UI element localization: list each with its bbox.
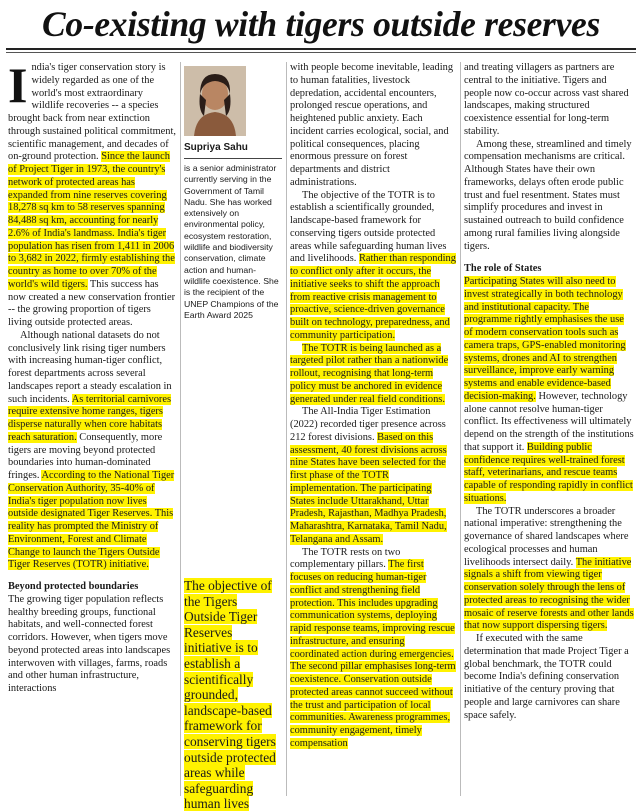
highlighted-text: According to the National Tiger Conservation Authority, 35-40% of India's tiger population now lives outside designated Tiger Reserves. This reality has prompted the Ministry of Environment, Forest and Climate Change to launch the Tigers Outside Tiger Reserves (TOTR) initiative. xyxy=(8,470,175,571)
author-name: Supriya Sahu xyxy=(184,142,282,159)
highlighted-text: As territorial carnivores require extensive home ranges, tigers disperse naturally when core habitats reach saturation. xyxy=(8,393,172,443)
column-divider xyxy=(286,62,287,796)
paragraph: The TOTR rests on two complementary pillars. The first focuses on reducing human-tiger conflict and strengthening field protection. This includes upgrading communication systems, deploying rapid response teams, improving rescue infrastructure, and ensuring coordinated action during emergencies. The second pillar emphasises long-term coexistence. Conservation outside protected areas cannot succeed without the trust and participation of local communities. Awareness programmes, community engagement, timely compensation xyxy=(290,546,456,749)
paragraph: If executed with the same determination that made Project Tiger a global benchmark, the TOTR could become India's defining conservation initiative of the century proving that people and large carnivores can share space safely. xyxy=(464,633,629,721)
paragraph: with people become inevitable, leading to human fatalities, livestock depredation, accidental encounters, prolonged rescue operations, and heightened public anxiety. Each incident carries ecological, social, and political consequences, placing enormous pressure on forest departments and district administrations. xyxy=(290,62,454,188)
paragraph xyxy=(290,343,456,407)
paragraph: Although national datasets do not conclusively link rising tiger numbers with increasing human-tiger conflict, forest departments across several landscapes report a steady escalation in such incidents. As territorial carnivores require extensive home ranges, tigers disperse naturally when core habitats reach saturation. Consequently, more tigers are moving beyond protected boundaries into human-dominated fringes. According to the National Tiger Conservation Authority, 35-40% of India's tiger population now lives outside designated Tiger Reserves. This reality has prompted the Ministry of Environment, Forest and Climate Change to launch the Tigers Outside Tiger Reserves (TOTR) initiative. xyxy=(8,329,175,571)
paragraph: The objective of the TOTR is to establish a scientifically grounded, landscape-based framework for conserving tigers outside protected areas while safeguarding human lives and livelihoods. Rather than responding to conflict only after it occurs, the initiative seeks to shift the approach from reactive crisis management to proactive, science-driven governance built on technology, preparedness, and community participation. xyxy=(290,189,456,341)
headline-rule-thin xyxy=(6,52,636,53)
highlighted-text: The first focuses on reducing human-tiger conflict and strengthening field protection. This includes upgrading communication systems, deploying rapid response teams, improving rescue infrastructure, and ensuring coordinated action during emergencies. The second pillar emphasises long-term coexistence. Conservation outside protected areas cannot succeed without the trust and participation of local communities. Awareness programmes, community engagement, timely compensation xyxy=(290,559,456,749)
highlighted-text: Based on this assessment, 40 forest divisions across nine States have been selected for the first phase of the TOTR implementation. The participating States include Uttarakhand, Uttar Pradesh, Rajasthan, Madhya Pradesh, Maharashtra, Karnataka, Tamil Nadu, Telangana and Assam. xyxy=(290,431,447,545)
highlighted-text: Participating States will also need to invest strategically in both technology and institutional capacity. The programme rightly emphasises the use of modern conservation tools such as camera traps, GPS-enabled monitoring systems, drones and AI to strengthen surveillance, improve early warning systems and enable evidence-based decision-making. xyxy=(464,276,626,402)
paragraph: Participating States will also need to invest strategically in both technology and institutional capacity. The programme rightly emphasises the use of modern conservation tools such as camera traps, GPS-enabled monitoring systems, drones and AI to strengthen surveillance, improve early warning systems and enable evidence-based decision-making. However, technology alone cannot resolve human-tiger conflict. Its effectiveness will ultimately depend on the strength of the institutions that support it. Building public confidence requires well-trained forest staff, veterinarians, and rescue teams capable of responding rapidly in conflict situations. xyxy=(464,276,634,504)
section-heading: Beyond protected boundaries xyxy=(8,581,139,592)
column-divider xyxy=(460,62,461,796)
highlighted-text: The TOTR is being launched as a targeted pilot rather than a nationwide rollout, recognising that long-term policy must be anchored in evidence generated under real field conditions. xyxy=(290,342,449,405)
paragraph: The TOTR underscores a broader national imperative: strengthening the governance of shared landscapes where ecological processes and human livelihoods intersect daily. The initiative signals a shift from viewing tiger conservation solely through the lens of protected areas to recognising the wider mosaic of reserve forests and other lands that now support dispersing tigers. xyxy=(464,505,634,632)
paragraph: The growing tiger population reflects healthy breeding groups, functional habitats, and well-connected forest corridors. However, when tigers move beyond protected areas into landscapes interwoven with villages, farms, roads and other human infrastructure, interactions xyxy=(8,593,171,694)
author-portrait-icon xyxy=(184,66,246,136)
headline: Co-existing with tigers outside reserves xyxy=(42,4,600,44)
pull-quote: The objective of the Tigers Outside Tiger Reserves initiative is to establish a scientifically grounded, landscape-based framework for conserving tigers outside protected areas while safeguarding human lives xyxy=(184,578,276,812)
headline-rule xyxy=(6,48,636,50)
highlighted-text: Since the launch of Project Tiger in 1973, the country's network of protected areas has expanded from nine reserves covering 18,278 sq km to 58 reserves spanning 84,488 sq km, accounting for nearly 2.6% of India's landmass. India's tiger population has risen from 1,411 in 2006 to 3,682 in 2022, firmly establishing the country as home to over 70% of the world's wild tigers. xyxy=(8,151,175,290)
author-photo xyxy=(184,66,246,136)
author-bio: is a senior administrator currently serving in the Government of Tamil Nadu. She has worked extensively on environmental policy, ecosystem restoration, wildlife and biodiversity conservation, climate action and human-wildlife coexistence. She is the recipient of the UNEP Champions of the Earth Award 2025 xyxy=(184,163,279,320)
highlighted-text: Rather than responding to conflict only after it occurs, the initiative seeks to shift the approach from reactive crisis management to proactive, science-driven governance built on technology, preparedness, and community participation. xyxy=(290,253,456,341)
paragraph: India's tiger conservation story is widely regarded as one of the world's most extraordinary wildlife recoveries -- a species brought back from near extinction through sustained political commitment, scientific management, and decades of on-ground protection. Since the launch of Project Tiger in 1973, the country's network of protected areas has expanded from nine reserves covering 18,278 sq km to 58 reserves spanning 84,488 sq km, accounting for nearly 2.6% of India's landmass. India's tiger population has risen from 1,411 in 2006 to 3,682 in 2022, firmly establishing the country as home to over 70% of the world's wild tigers. This success has now created a new conservation frontier -- the growing proportion of tigers living outside protected areas. xyxy=(8,57,176,328)
highlighted-text: Building public confidence requires well-trained forest staff, veterinarians, and rescue teams capable of responding rapidly in conflict situations. xyxy=(464,441,633,504)
article-column-4 xyxy=(464,62,634,800)
section-heading: The role of States xyxy=(464,263,542,275)
paragraph: Among these, streamlined and timely compensation mechanisms are critical. Although States have their own frameworks, delays often erode public trust and fuel resentment. States must simplify procedures and invest in sustained outreach to build confidence among rural families living alongside tigers. xyxy=(464,138,632,252)
paragraph: The All-India Tiger Estimation (2022) recorded tiger presence across 212 forest divisions. Based on this assessment, 40 forest divisions across nine States have been selected for the first phase of the TOTR implementation. The participating States include Uttarakhand, Uttar Pradesh, Rajasthan, Madhya Pradesh, Maharashtra, Karnataka, Tamil Nadu, Telangana and Assam. xyxy=(290,406,447,545)
article-column-1 xyxy=(8,57,176,800)
drop-cap: I xyxy=(8,57,28,113)
column-divider xyxy=(180,62,181,796)
article-column-3 xyxy=(290,62,456,800)
paragraph: and treating villagers as partners are central to the initiative. Tigers and people now co-occur across vast shared landscapes, making structured coexistence essential for long-term stability. xyxy=(464,62,629,137)
highlighted-text: The initiative signals a shift from viewing tiger conservation solely through the lens of protected areas to recognising the wider mosaic of reserve forests and other lands that now support dispersing tigers. xyxy=(464,556,634,632)
